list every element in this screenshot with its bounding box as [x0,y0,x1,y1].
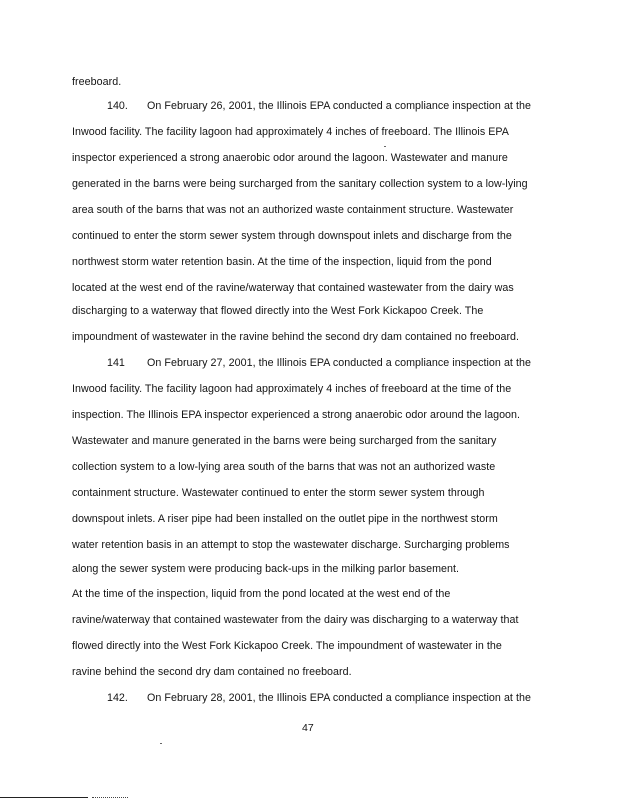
text-line: impoundment of wastewater in the ravine behind the second dry dam contained no freeboard. [72,331,520,343]
scan-speck [160,743,162,744]
text-line: Inwood facility. The facility lagoon had approximately 4 inches of freeboard at the time of the [72,383,512,395]
text-line: Inwood facility. The facility lagoon had approximately 4 inches of freeboard. The Illinois EPA [72,126,509,138]
scan-speck [384,146,386,147]
text-line: containment structure. Wastewater continued to enter the storm sewer system through [72,487,485,499]
text-line: generated in the barns were being surcharged from the sanitary collection system to a low-lying [72,178,528,190]
text-line: inspection. The Illinois EPA inspector experienced a strong anaerobic odor around the lagoon. [72,409,521,421]
text-line: Wastewater and manure generated in the barns were being surcharged from the sanitary [72,435,497,447]
text-line: ravine/waterway that contained wastewater from the dairy was discharging to a waterway that [72,614,519,626]
footer-rule [0,797,88,798]
text-line: At the time of the inspection, liquid from the pond located at the west end of the [72,588,451,600]
text-line: freeboard. [72,76,122,88]
text-line: flowed directly into the West Fork Kickapoo Creek. The impoundment of wastewater in the [72,640,502,652]
text-line: ravine behind the second dry dam contained no freeboard. [72,666,352,678]
text-line: On February 26, 2001, the Illinois EPA conducted a compliance inspection at the [147,100,531,112]
page-number: 47 [302,722,314,734]
text-line: discharging to a waterway that flowed directly into the West Fork Kickapoo Creek. The [72,305,484,317]
text-line: inspector experienced a strong anaerobic odor around the lagoon. Wastewater and manure [72,152,508,164]
text-line: collection system to a low-lying area south of the barns that was not an authorized waste [72,461,496,473]
text-line: On February 27, 2001, the Illinois EPA conducted a compliance inspection at the [147,357,531,369]
text-line: along the sewer system were producing back-ups in the milking parlor basement. [72,563,460,575]
paragraph-number: 141 [107,357,125,369]
text-line: located at the west end of the ravine/waterway that contained wastewater from the dairy was [72,282,514,294]
paragraph-number: 142. [107,692,128,704]
text-line: area south of the barns that was not an authorized waste containment structure. Wastewater [72,204,514,216]
text-line: water retention basis in an attempt to stop the wastewater discharge. Surcharging problems [72,539,510,551]
text-line: On February 28, 2001, the Illinois EPA conducted a compliance inspection at the [147,692,531,704]
paragraph-number: 140. [107,100,128,112]
text-line: northwest storm water retention basin. At the time of the inspection, liquid from the pond [72,256,492,268]
text-line: downspout inlets. A riser pipe had been installed on the outlet pipe in the northwest storm [72,513,498,525]
footer-dots [92,797,128,799]
text-line: continued to enter the storm sewer system through downspout inlets and discharge from the [72,230,512,242]
